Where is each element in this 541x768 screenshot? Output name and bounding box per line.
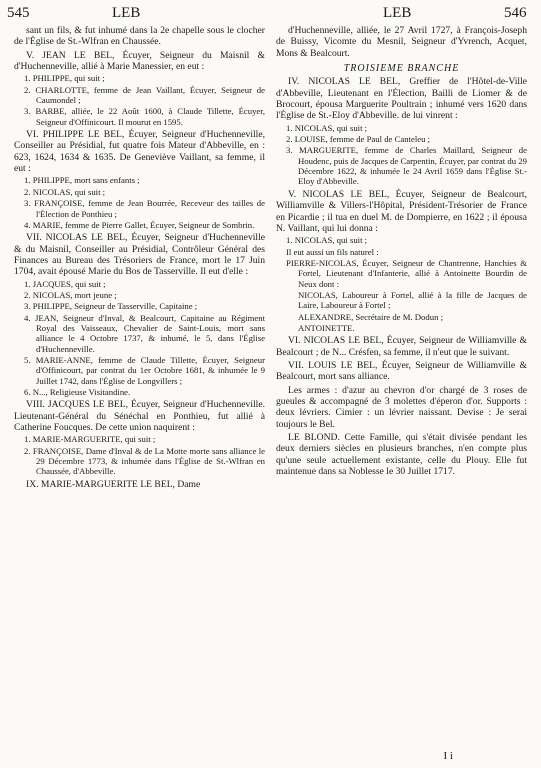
list-item: 1. PHILIPPE, qui suit ; xyxy=(24,73,105,84)
list-item: 6. N..., Religieuse Visitandine. xyxy=(24,387,131,397)
list-item: 1. NICOLAS, qui suit ; xyxy=(286,122,368,133)
list-item: 2. LOUISE, femme de Paul de Canteleu ; xyxy=(286,134,431,145)
sub-list-item: NICOLAS, Laboureur à Fortel, allié à la fille de Jacques de Laire, Laboureur à Fortel ; xyxy=(298,289,527,311)
paragraph: sant un fils, & fut inhumé dans la 2e chapelle sous le clocher de l'Église de St.-Wlfran en Chaussée. xyxy=(14,25,265,48)
paragraph: d'Huchenneville, alliée, le 27 Avril 1727, à François-Joseph de Buissy, Vicomte du Mesnil, Seigneur d'Yvrench, Acquet, Mons & Bealcourt. xyxy=(276,25,527,59)
paragraph: IX. MARIE-MARGUERITE LE BEL, Dame xyxy=(26,478,201,490)
left-page-number: 545 xyxy=(7,5,30,21)
list-item: 2. CHARLOTTE, femme de Jean Vaillant, Écuyer, Seigneur de Caumondel ; xyxy=(24,84,265,106)
list-item: 2. NICOLAS, mort jeune ; xyxy=(24,289,117,300)
list-item: 3. BARBE, alliée, le 22 Août 1600, à Claude Tillette, Écuyer, Seigneur d'Offinicourt. Il mourut en 1595. xyxy=(24,106,265,127)
sub-list-item: ALEXANDRE, Secrétaire de M. Dodun ; xyxy=(298,311,443,322)
left-column xyxy=(14,23,265,490)
list-item: 3. PHILIPPE, Seigneur de Tasserville, Capitaine ; xyxy=(24,301,198,312)
branch-heading: TROISIEME BRANCHE xyxy=(343,63,460,75)
paragraph: VI. PHILIPPE LE BEL, Écuyer, Seigneur d'Huchenneville, Conseiller au Présidial, fut quatre fois Mateur d'Abbeville, en : 623, 1624, 1634 & 1635. De Geneviève Vaillant, sa femme, il eut : xyxy=(14,129,265,175)
right-running-head: LEB xyxy=(383,5,412,21)
paragraph: VIII. JACQUES LE BEL, Écuyer, Seigneur d'Huchenneville. Lieutenant-Général du Sénéchal en Ponthieu, fut allié à Catherine Foucques. De cette union naquirent : xyxy=(14,399,265,434)
left-running-head: LEB xyxy=(112,5,141,21)
list-item: PIERRE-NICOLAS, Écuyer, Seigneur de Chantrenne, Hanchies & Fortel, Lieutenant d'Infanterie, allié à Antoinette Bourdin de Neux dont : xyxy=(286,257,527,289)
right-page-number: 546 xyxy=(504,5,527,21)
list-item: 4. JEAN, Seigneur d'Inval, & Bealcourt, Capitaine au Régiment Royal des Vaisseaux, Chevalier de Saint-Louis, mort sans alliance le 4 Octobre 1737, & inhumé, le 5, dans l'Église d'Huchenneville. xyxy=(24,312,265,354)
list-item: 1. MARIE-MARGUERITE, qui suit ; xyxy=(24,434,156,445)
list-item: 5. MARIE-ANNE, femme de Claude Tillette, Écuyer, Seigneur d'Offinicourt, par contrat du 1er Octobre 1681, & inhumée le 9 Juillet 1742, dans l'Église de Longvillers ; xyxy=(24,354,265,386)
right-column xyxy=(276,23,527,477)
list-item: 3. MARGUERITE, femme de Charles Maillard, Seigneur de Houdenc, puis de Jacques de Carpentin, Écuyer, par contrat du 29 Décembre 1622, & inhumée le 24 Avril 1659 dans l'Église St.-Eloy d'Abbeville. xyxy=(286,145,527,187)
paragraph: V. JEAN LE BEL, Écuyer, Seigneur du Maisnil & d'Huchenneville, allié à Marie Manessier, en eut : xyxy=(14,49,265,73)
list-item: 1. PHILIPPE, mort sans enfants ; xyxy=(24,175,140,186)
list-item: 1. JACQUES, qui suit ; xyxy=(24,278,106,289)
paragraph: LE BLOND. Cette Famille, qui s'était divisée pendant les deux derniers siècles en plusieurs branches, n'en compte plus qu'une seule actuellement existante, celle du Plouy. Elle fut maintenue dans sa Noblesse le 30 Juillet 1717. xyxy=(276,432,527,478)
signature-mark: I i xyxy=(443,750,453,762)
paragraph: VI. NICOLAS LE BEL, Écuyer, Seigneur de Williamville & Bealcourt ; de N... Crésfen, sa femme, il n'eut que le suivant. xyxy=(276,335,527,358)
paragraph: V. NICOLAS LE BEL, Écuyer, Seigneur de Bealcourt, Williamville & Villers-l'Hôpital, Président-Trésorier de France en Picardie ; il tua en duel M. de Dompierre, en 1622 ; il épousa N. Vaillant, qui lui donna : xyxy=(276,188,527,234)
list-item: Il eut aussi un fils naturel : xyxy=(286,246,379,257)
list-item: 1. NICOLAS, qui suit ; xyxy=(286,235,368,246)
sub-list-item: ANTOINETTE. xyxy=(298,322,355,333)
paragraph: IV. NICOLAS LE BEL, Greffier de l'Hôtel-de-Ville d'Abbeville, Lieutenant en l'Élection, Bailli de Liomer & de Brocourt, épousa Marguerite Poultrain ; inhumé vers 1620 dans l'Église de St.-Eloy d'Abbeville. de lui vinrent : xyxy=(276,76,527,122)
list-item: 3. FRANÇOISE, femme de Jean Bourrée, Receveur des tailles de l'Élection de Ponthieu ; xyxy=(24,198,265,219)
paragraph: VII. LOUIS LE BEL, Écuyer, Seigneur de Williamville & Bealcourt, mort sans alliance. xyxy=(276,359,527,383)
list-item: 2. FRANÇOISE, Dame d'Inval & de La Motte morte sans alliance le 29 Décembre 1773, & inhumée dans l'Église de St.-Wlfran en Chaussée, d'Abbeville. xyxy=(24,445,265,477)
paragraph: VII. NICOLAS LE BEL, Écuyer, Seigneur d'Huchenneville & du Maisnil, Conseiller au Présidial, Contrôleur Général des Finances au Bureau des Trésoriers de France, mort le 17 Juin 1704, avait épousé Marie du Bos de Tasserville. Il eut d'elle : xyxy=(14,232,265,278)
list-item: 4. MARIE, femme de Pierre Gallet, Écuyer, Seigneur de Sombrin. xyxy=(24,219,255,230)
list-item: 2. NICOLAS, qui suit ; xyxy=(24,186,106,197)
paragraph: Les armes : d'azur au chevron d'or chargé de 3 roses de gueules & accompagné de 3 molettes d'éperon d'or. Supports : deux lévriers. Cimier : un lévrier naissant. Devise : Je serai toujours le Bel. xyxy=(276,384,527,430)
